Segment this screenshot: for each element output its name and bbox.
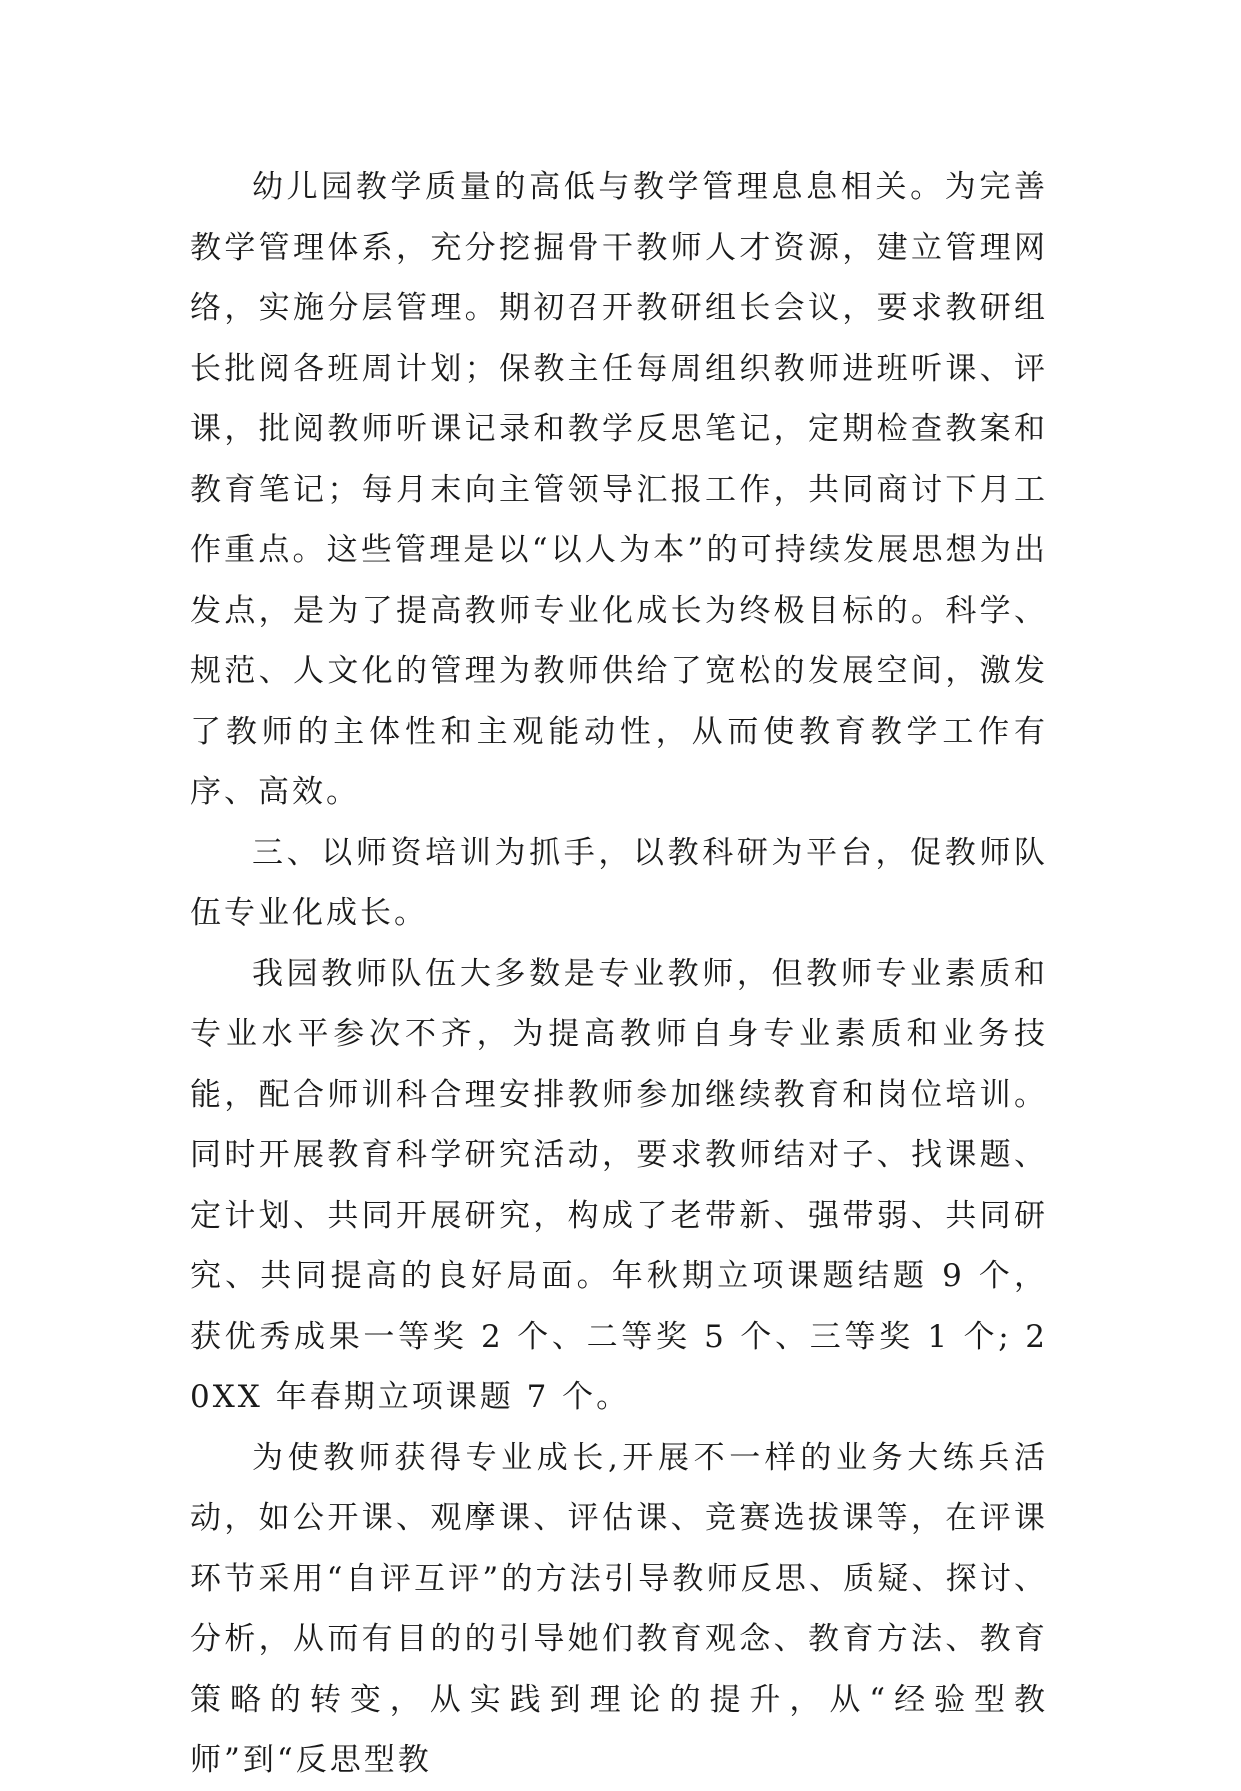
- paragraph-teacher-team: 我园教师队伍大多数是专业教师，但教师专业素质和专业水平参次不齐，为提高教师自身专业素质和业务技能，配合师训科合理安排教师参加继续教育和岗位培训。同时开展教育科学研究活动，要求教师结对子、找课题、定计划、共同开展研究，构成了老带新、强带弱、共同研究、共同提高的良好局面。年秋期立项课题结题 9 个，获优秀成果一等奖 2 个、二等奖 5 个、三等奖 1 个; 20XX 年春期立项课题 7 个。: [190, 955, 1048, 1415]
- section-heading-teacher-training: 三、以师资培训为抓手，以教科研为平台，促教师队伍专业化成长。: [190, 834, 1048, 931]
- paragraph-teaching-management: 幼儿园教学质量的高低与教学管理息息相关。为完善教学管理体系，充分挖掘骨干教师人才资源，建立管理网络，实施分层管理。期初召开教研组长会议，要求教研组长批阅各班周计划；保教主任每周组织教师进班听课、评课，批阅教师听课记录和教学反思笔记，定期检查教案和教育笔记；每月末向主管领导汇报工作，共同商讨下月工作重点。这些管理是以“以人为本”的可持续发展思想为出发点，是为了提高教师专业化成长为终极目标的。科学、规范、人文化的管理为教师供给了宽松的发展空间，激发了教师的主体性和主观能动性，从而使教育教学工作有序、高效。: [190, 169, 1048, 810]
- document-body: [190, 157, 1048, 1791]
- paragraph-professional-growth: 为使教师获得专业成长,开展不一样的业务大练兵活动，如公开课、观摩课、评估课、竞赛选拔课等，在评课环节采用“自评互评”的方法引导教师反思、质疑、探讨、分析，从而有目的的引导她们教育观念、教育方法、教育策略的转变，从实践到理论的提升，从“经验型教师”到“反思型教: [190, 1439, 1048, 1778]
